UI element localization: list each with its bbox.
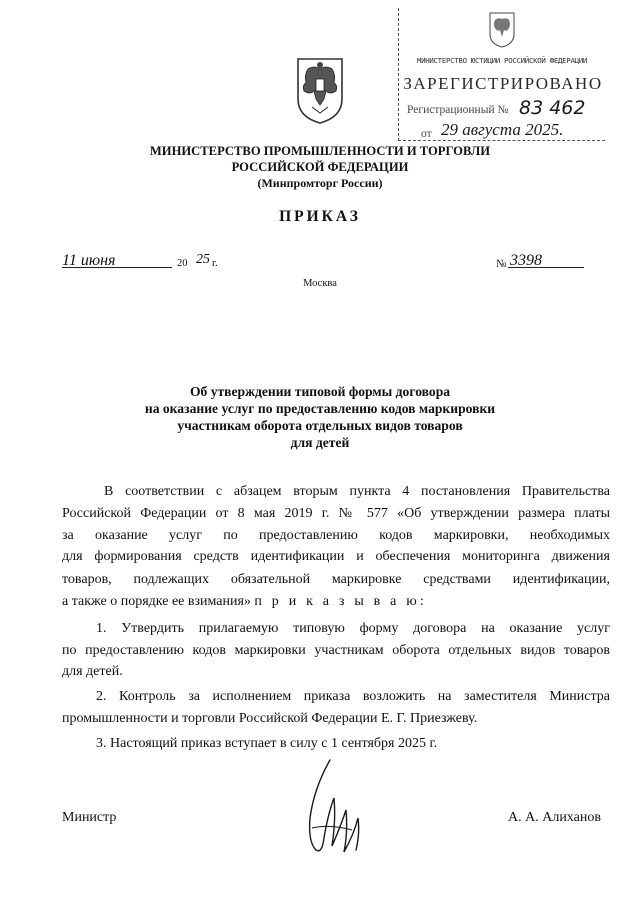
stamp-title: ЗАРЕГИСТРИРОВАНО [403, 74, 603, 93]
item-2-line: 2. Контроль за исполнением приказа возложить на заместителя Министра [96, 689, 610, 704]
stamp-emblem-icon [487, 10, 517, 48]
order-year-prefix: 20 [177, 258, 188, 269]
ministry-name-line2: РОССИЙСКОЙ ФЕДЕРАЦИИ [231, 160, 409, 174]
ministry-short-name: (Минпромторг России) [257, 176, 383, 190]
subject-line: на оказание услуг по предоставлению кодов маркировки [144, 401, 496, 416]
order-year: 25 [196, 252, 210, 267]
body-line: за оказание услуг по предоставлению кодов маркировки, необходимых [62, 528, 610, 543]
subject-line: участникам оборота отдельных видов товаров [177, 418, 463, 433]
coat-of-arms-emblem [294, 55, 346, 125]
item-3-line: 3. Настоящий приказ вступает в силу с 1 сентября 2025 г. [96, 736, 438, 751]
signatory-position: Министр [62, 810, 117, 825]
order-number-sign: № [496, 258, 507, 270]
body-line: Российской Федерации от 8 мая 2019 г. № 577 «Об утверждении размера платы [62, 506, 610, 521]
ministry-name-line1: МИНИСТЕРСТВО ПРОМЫШЛЕННОСТИ И ТОРГОВЛИ [149, 144, 491, 158]
registration-stamp [398, 8, 605, 141]
stamp-ministry: МИНИСТЕРСТВО ЮСТИЦИИ РОССИЙСКОЙ ФЕДЕРАЦИИ [416, 56, 588, 65]
stamp-date: 29 августа 2025. [441, 120, 564, 139]
item-1-line: по предоставлению кодов маркировки участникам оборота отдельных видов товаров [62, 643, 610, 658]
order-city: Москва [303, 278, 337, 289]
item-2-line: промышленности и торговли Российской Федерации Е. Г. Приезжеву. [62, 711, 478, 726]
handwritten-signature [300, 758, 370, 858]
subject-line: для детей [290, 435, 350, 450]
order-year-suffix: г. [212, 258, 218, 269]
body-line-decree [62, 594, 610, 610]
order-title: ПРИКАЗ [279, 208, 361, 225]
decree-word: п р и к а з ы в а ю: [254, 594, 428, 609]
item-1-line: для детей. [62, 664, 123, 679]
body-line: товаров, подлежащих обязательной маркировке средствами идентификации, [62, 572, 610, 587]
signatory-name: А. А. Алиханов [508, 810, 601, 825]
stamp-date-label: от [421, 128, 432, 140]
body-line: для формирования средств идентификации и обеспечения мониторинга движения [62, 549, 610, 564]
stamp-reg-number: 83 462 [519, 97, 586, 119]
body-line-text: а также о порядке ее взимания» [62, 594, 251, 609]
number-underline [508, 267, 584, 268]
body-line: В соответствии с абзацем вторым пункта 4 постановления Правительства [104, 484, 610, 499]
date-underline [62, 267, 172, 268]
order-date: 11 июня [62, 252, 116, 269]
subject-line: Об утверждении типовой формы договора [189, 384, 451, 399]
item-1-line: 1. Утвердить прилагаемую типовую форму договора на оказание услуг [96, 621, 610, 636]
stamp-reg-label: Регистрационный № [407, 104, 509, 116]
order-number: 3398 [510, 252, 542, 269]
